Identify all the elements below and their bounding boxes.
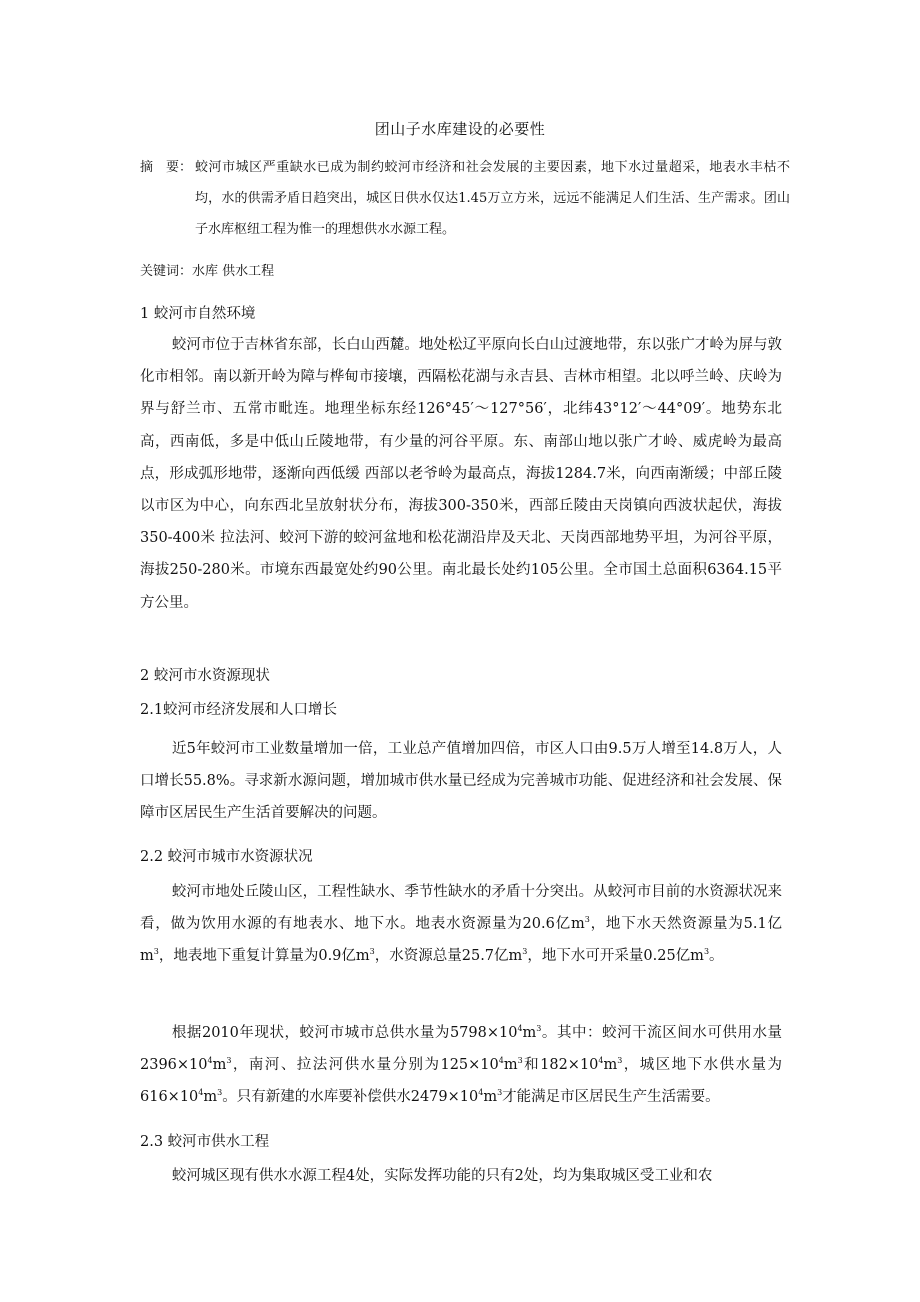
section-heading-2-1: 2.1蛟河市经济发展和人口增长 (140, 702, 338, 718)
keywords: 关键词：水库 供水工程 (140, 264, 275, 279)
abstract-text: 蛟河市城区严重缺水已成为制约蛟河市经济和社会发展的主要因素，地下水过量超采，地表水丰枯不均，水的供需矛盾日趋突出，城区日供水仅达1.45万立方米，远远不能满足人们生活、生产需求。团山子水库枢纽工程为惟一的理想供水水源工程。 (195, 160, 790, 237)
abstract (140, 152, 790, 245)
section-heading-2-2: 2.2 蛟河市城市水资源状况 (140, 849, 313, 865)
section-heading-1: 1 蛟河市自然环境 (140, 306, 256, 322)
section-1-paragraph: 蛟河市位于吉林省东部，长白山西麓。地处松辽平原向长白山过渡地带，东以张广才岭为屏与敦化市相邻。南以新开岭为障与桦甸市接壤，西隔松花湖与永吉县、吉林市相望。北以呼兰岭、庆岭为界与舒兰市、五常市毗连。地理坐标东经126°45′～127°56′，北纬43°12′～44°09′。地势东北高，西南低，多是中低山丘陵地带，有少量的河谷平原。东、南部山地以张广才岭、威虎岭为最高点，形成弧形地带，逐渐向西低缓 西部以老爷岭为最高点，海拔1284.7米，向西南渐缓；中部丘陵以市区为中心，向东西北呈放射状分布，海拔300-350米，西部丘陵由天岗镇向西波状起伏，海拔350-400米 拉法河、蛟河下游的蛟河盆地和松花湖沿岸及天北、天岗西部地势平坦，为河谷平原，海拔250-280米。市境东西最宽处约90公里。南北最长处约105公里。全市国土总面积6364.15平方公里。 (140, 337, 782, 611)
section-heading-2: 2 蛟河市水资源现状 (140, 668, 270, 684)
section-2-3-paragraph: 蛟河城区现有供水水源工程4处，实际发挥功能的只有2处，均为集取城区受工业和农 (171, 1168, 713, 1184)
section-heading-2-3: 2.3 蛟河市供水工程 (140, 1134, 270, 1150)
section-2-1-paragraph: 近5年蛟河市工业数量增加一倍，工业总产值增加四倍，市区人口由9.5万人增至14.8万人，人口增长55.8%。寻求新水源问题，增加城市供水量已经成为完善城市功能、促进经济和社会发展、保障市区居民生产生活首要解决的问题。 (140, 741, 782, 822)
abstract-label: 摘 要： (140, 160, 193, 175)
document-title: 团山子水库建设的必要性 (374, 120, 546, 138)
section-2-2-paragraph-1: 蛟河市地处丘陵山区，工程性缺水、季节性缺水的矛盾十分突出。从蛟河市目前的水资源状况来看，做为饮用水源的有地表水、地下水。地表水资源量为20.6亿$m^3$，地下水天然资源量为5.1亿$m^3$，地表地下重复计算量为0.9亿$m^3$，水资源总量25.7亿$m^3$，地下水可开采量0.25亿$m^3$。 (140, 884, 782, 965)
section-2-2-paragraph-2: 根据2010年现状，蛟河市城市总供水量为$5798\times 10^4m^3$。其中：蛟河干流区间水可供用水量$2396\times 10^4m^3$，南河、拉法河供水量分别为$125\times 10^4m^3$和$182\times 10^4m^3$，城区地下水供水量为$616\times 10^4m^3$。只有新建的水库要补偿供水$2479\times 10^4m^3$才能满足市区居民生产生活需要。 (140, 1024, 783, 1106)
